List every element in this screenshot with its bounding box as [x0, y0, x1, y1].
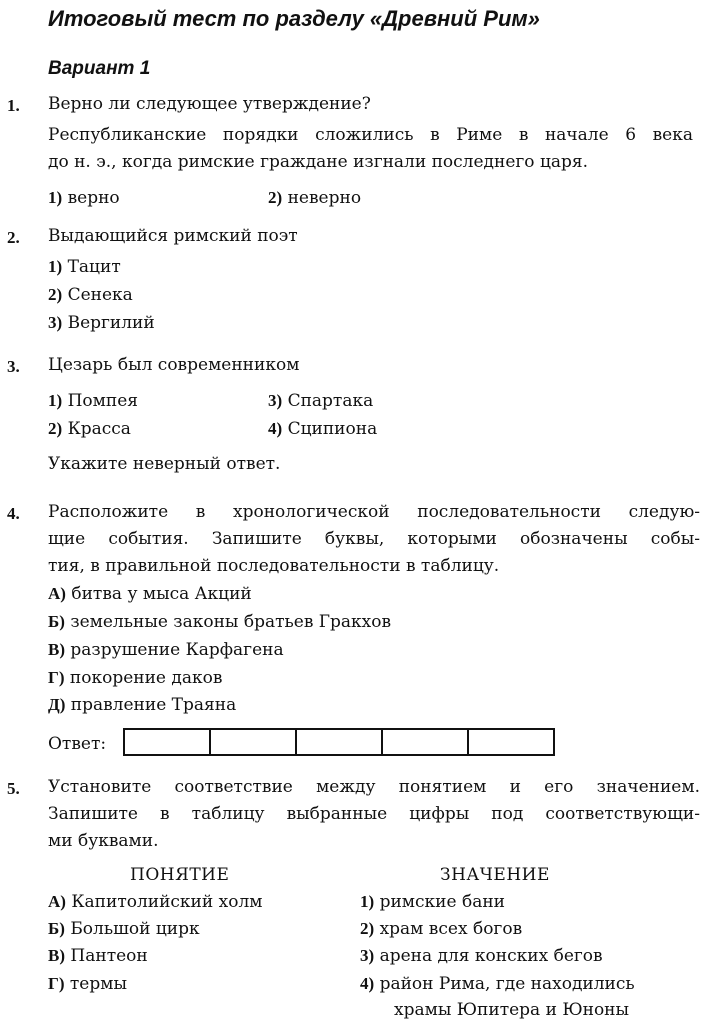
meaning-item [360, 975, 635, 993]
item-text: Большой цирк [70, 919, 200, 939]
event-item [48, 585, 252, 603]
item-text: арена для конских бегов [379, 946, 603, 966]
meaning-item-continuation: храмы Юпитера и Юноны [394, 1000, 630, 1020]
concept-item [48, 893, 262, 911]
option-number: 3) [268, 391, 283, 410]
question-prompt: Цезарь был современником [48, 355, 300, 375]
option-number: 1) [48, 391, 63, 410]
answer-option[interactable] [268, 189, 361, 207]
statement-line: Республиканские порядки сложились в Риме в начале 6 века [48, 125, 693, 145]
item-text: римские бани [379, 892, 505, 912]
question-number: 4. [7, 504, 20, 523]
concept-item [48, 975, 127, 993]
prompt-line: щие события. Запишите буквы, которыми обозначены собы- [48, 529, 700, 549]
question-note: Укажите неверный ответ. [48, 454, 281, 474]
option-number: 2) [48, 419, 63, 438]
item-text: земельные законы братьев Гракхов [70, 612, 392, 632]
item-letter: В) [48, 640, 65, 659]
meaning-item [360, 920, 522, 938]
question-number: 5. [7, 779, 20, 798]
answer-cell[interactable] [209, 730, 295, 754]
item-text: храм всех богов [379, 919, 523, 939]
option-text: Спартака [287, 391, 374, 411]
answer-option[interactable] [48, 392, 138, 410]
prompt-line: тия, в правильной последовательности в таблицу. [48, 556, 500, 576]
answer-option[interactable] [48, 258, 121, 276]
event-item [48, 641, 284, 659]
item-text: разрушение Карфагена [70, 640, 284, 660]
item-letter: Г) [48, 974, 65, 993]
answer-option[interactable] [48, 286, 133, 304]
question-prompt: Верно ли следующее утверждение? [48, 94, 371, 114]
item-letter: Г) [48, 668, 65, 687]
item-letter: Д) [48, 695, 66, 714]
meaning-item [360, 947, 603, 965]
answer-option[interactable] [268, 392, 373, 410]
item-text: Капитолийский холм [71, 892, 263, 912]
item-letter: Б) [48, 919, 65, 938]
question-prompt: Выдающийся римский поэт [48, 226, 298, 246]
item-letter: В) [48, 946, 65, 965]
answer-option[interactable] [48, 189, 120, 207]
event-item [48, 613, 391, 631]
item-letter: Б) [48, 612, 65, 631]
item-number: 4) [360, 974, 375, 993]
answer-cell[interactable] [467, 730, 553, 754]
answer-option[interactable] [48, 420, 131, 438]
option-text: Тацит [67, 257, 121, 277]
option-text: Красса [67, 419, 131, 439]
answer-option[interactable] [268, 420, 377, 438]
item-letter: А) [48, 584, 66, 603]
question-number: 3. [7, 357, 20, 376]
item-text: район Рима, где находились [379, 974, 635, 994]
item-text: Пантеон [70, 946, 148, 966]
option-text: Сципиона [287, 419, 378, 439]
page-title: Итоговый тест по разделу «Древний Рим» [48, 6, 540, 31]
variant-label: Вариант 1 [48, 58, 151, 79]
item-text: термы [69, 974, 127, 994]
prompt-line: ми буквами. [48, 831, 159, 851]
answer-option[interactable] [48, 314, 155, 332]
answer-grid [123, 728, 555, 756]
option-text: Помпея [67, 391, 138, 411]
event-item [48, 696, 236, 714]
option-text: неверно [287, 188, 362, 208]
answer-label: Ответ: [48, 734, 107, 754]
prompt-line: Установите соответствие между понятием и его значением. [48, 777, 700, 797]
column-header-meaning: ЗНАЧЕНИЕ [440, 865, 550, 885]
prompt-line: Запишите в таблицу выбранные цифры под соответствующи- [48, 804, 700, 824]
option-number: 4) [268, 419, 283, 438]
item-text: покорение даков [69, 668, 223, 688]
item-number: 1) [360, 892, 375, 911]
item-number: 2) [360, 919, 375, 938]
option-number: 3) [48, 313, 63, 332]
item-text: правление Траяна [70, 695, 237, 715]
option-number: 1) [48, 188, 63, 207]
option-text: Сенека [67, 285, 133, 305]
column-header-concept: ПОНЯТИЕ [130, 865, 230, 885]
answer-cell[interactable] [125, 730, 209, 754]
meaning-item [360, 893, 505, 911]
concept-item [48, 947, 148, 965]
item-number: 3) [360, 946, 375, 965]
option-number: 1) [48, 257, 63, 276]
answer-cell[interactable] [295, 730, 381, 754]
option-number: 2) [48, 285, 63, 304]
statement-line: до н. э., когда римские граждане изгнали последнего царя. [48, 152, 589, 172]
event-item [48, 669, 222, 687]
item-letter: А) [48, 892, 66, 911]
option-number: 2) [268, 188, 283, 207]
answer-cell[interactable] [381, 730, 467, 754]
item-text: битва у мыса Акций [71, 584, 252, 604]
question-number: 2. [7, 228, 20, 247]
question-number: 1. [7, 96, 20, 115]
option-text: Вергилий [67, 313, 155, 333]
option-text: верно [67, 188, 120, 208]
concept-item [48, 920, 200, 938]
prompt-line: Расположите в хронологической последовательности следую- [48, 502, 700, 522]
